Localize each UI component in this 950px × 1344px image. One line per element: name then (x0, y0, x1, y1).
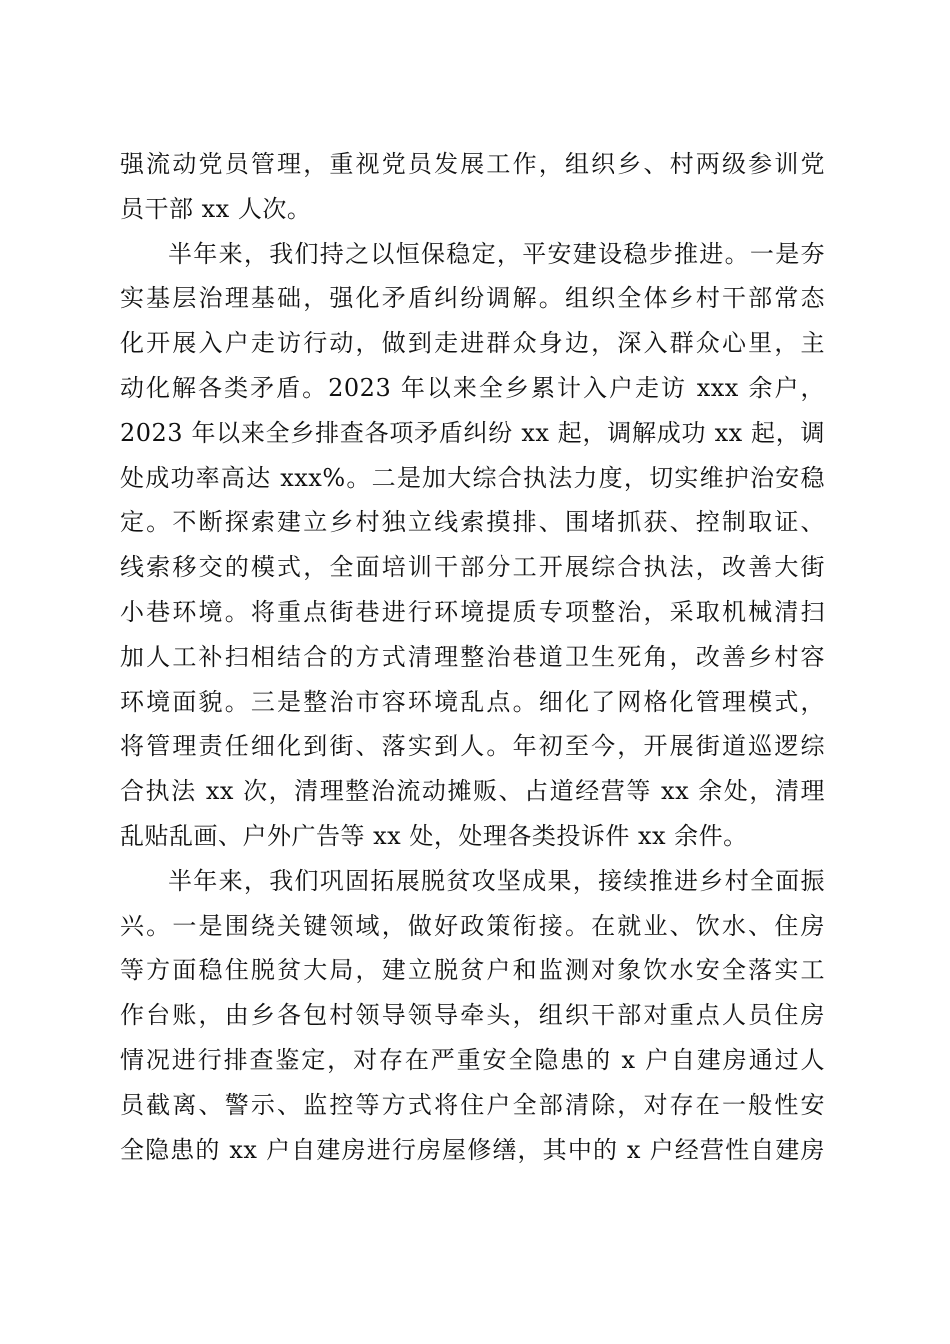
text-line: 半年来，我们持之以恒保稳定，平安建设稳步推进。一是夯 (168, 239, 825, 268)
text-line: 等方面稳住脱贫大局，建立脱贫户和监测对象饮水安全落实工 (120, 956, 825, 985)
text-line: 处成功率高达 xxx%。二是加大综合执法力度，切实维护治安稳 (120, 463, 825, 492)
text-line: 动化解各类矛盾。2023 年以来全乡累计入户走访 xxx 余户， (120, 373, 825, 402)
text-line: 合执法 xx 次，清理整治流动摊贩、占道经营等 xx 余处，清理 (120, 777, 825, 806)
text-line: 加人工补扫相结合的方式清理整治巷道卫生死角，改善乡村容 (120, 642, 825, 671)
text-line: 2023 年以来全乡排查各项矛盾纠纷 xx 起，调解成功 xx 起，调 (120, 418, 825, 447)
text-line: 作台账，由乡各包村领导领导牵头，组织干部对重点人员住房 (120, 1001, 825, 1030)
text-line: 员截离、警示、监控等方式将住户全部清除，对存在一般性安 (120, 1090, 825, 1119)
paragraph-2 (120, 232, 825, 859)
text-line: 强流动党员管理，重视党员发展工作，组织乡、村两级参训党 (120, 150, 825, 178)
text-line: 情况进行排查鉴定，对存在严重安全隐患的 x 户自建房通过人 (120, 1045, 825, 1074)
text-line: 实基层治理基础，强化矛盾纠纷调解。组织全体乡村干部常态 (120, 284, 825, 313)
text-line: 将管理责任细化到街、落实到人。年初至今，开展街道巡逻综 (120, 732, 825, 761)
text-line: 全隐患的 xx 户自建房进行房屋修缮，其中的 x 户经营性自建房 (120, 1135, 825, 1164)
text-line: 小巷环境。将重点街巷进行环境提质专项整治，采取机械清扫 (120, 597, 825, 626)
text-line: 半年来，我们巩固拓展脱贫攻坚成果，接续推进乡村全面振 (168, 866, 825, 895)
text-line: 环境面貌。三是整治市容环境乱点。细化了网格化管理模式， (120, 687, 825, 716)
text-line: 线索移交的模式，全面培训干部分工开展综合执法，改善大街 (120, 553, 825, 582)
text-line: 化开展入户走访行动，做到走进群众身边，深入群众心里，主 (120, 329, 825, 358)
text-line: 定。不断探索建立乡村独立线索摸排、围堵抓获、控制取证、 (120, 508, 825, 537)
text-line: 兴。一是围绕关键领域，做好政策衔接。在就业、饮水、住房 (120, 911, 825, 940)
text-line: 乱贴乱画、户外广告等 xx 处，处理各类投诉件 xx 余件。 (120, 821, 748, 850)
text-line: 员干部 xx 人次。 (120, 194, 312, 223)
document-body (120, 142, 825, 1172)
paragraph-1 (120, 142, 825, 232)
paragraph-3 (120, 859, 825, 1173)
